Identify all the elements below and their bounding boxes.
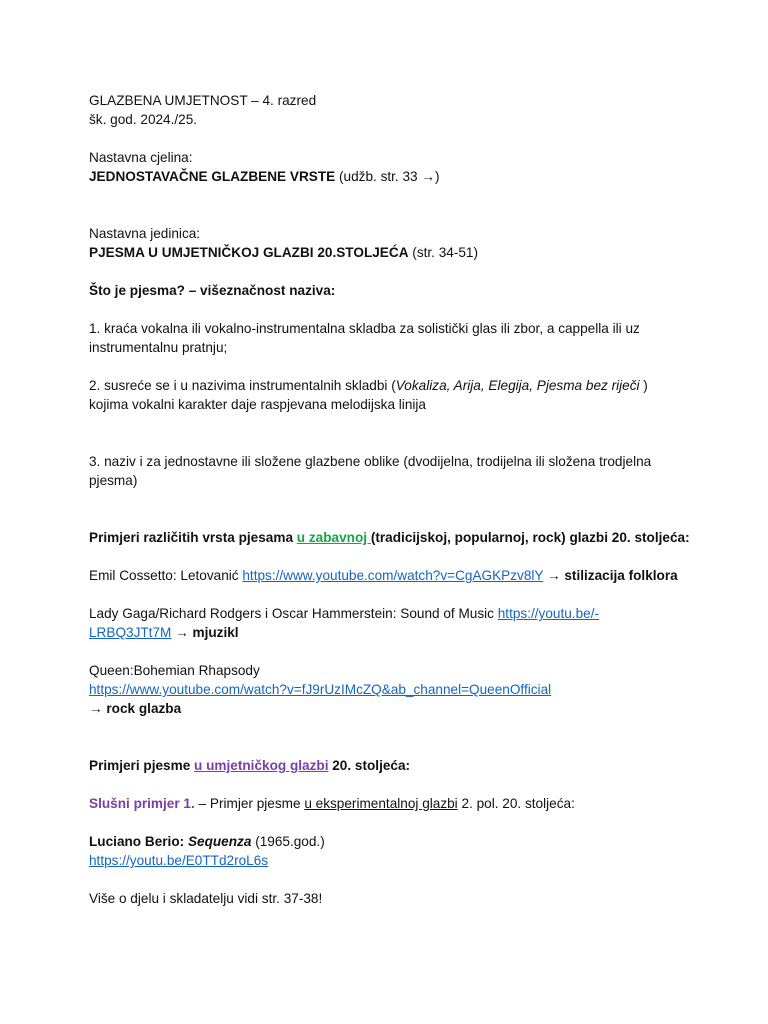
example-sound-of-music-line-2: LRBQ3JTt7M → mjuzikl	[89, 625, 239, 640]
example-cossetto: Emil Cossetto: Letovanić https://www.youtube.com/watch?v=CgAGKPzv8lY → stilizacija folklora	[89, 568, 678, 583]
subject-line: GLAZBENA UMJETNOST – 4. razred	[89, 93, 317, 108]
sound-of-music-link-cont[interactable]: LRBQ3JTt7M	[89, 625, 172, 640]
cossetto-youtube-link[interactable]: https://www.youtube.com/watch?v=CgAGKPzv8lY	[242, 568, 544, 583]
popular-genre-link[interactable]: u zabavnoj	[296, 530, 371, 545]
point-3-line-2: pjesma)	[89, 473, 138, 488]
popular-heading: Primjeri različitih vrsta pjesama u zabavnoj (tradicijskoj, popularnoj, rock) glazbi 20. stoljeća:	[89, 530, 690, 545]
berio-link-line	[89, 851, 268, 870]
point-1-line-2: instrumentalnu pratnju;	[89, 340, 228, 355]
example-queen-genre: → rock glazba	[89, 701, 182, 716]
berio-youtube-link[interactable]: https://youtu.be/E0TTd2roL6s	[89, 853, 269, 868]
composer-line: Luciano Berio: Sequenza (1965.god.)	[89, 834, 325, 849]
lesson-label: Nastavna jedinica:	[89, 226, 201, 241]
art-music-link[interactable]: u umjetničkog glazbi	[194, 758, 329, 773]
question-heading: Što je pjesma? – višeznačnost naziva:	[89, 283, 336, 298]
point-2-line-2: kojima vokalni karakter daje raspjevana melodijska linija	[89, 397, 426, 412]
art-heading: Primjeri pjesme u umjetničkog glazbi 20. stoljeća:	[89, 758, 411, 773]
listening-example-line: Slušni primjer 1. – Primjer pjesme u eksperimentalnoj glazbi 2. pol. 20. stoljeća:	[89, 796, 575, 811]
lesson-title: PJESMA U UMJETNIČKOJ GLAZBI 20.STOLJEĆA (str. 34-51)	[89, 245, 479, 260]
example-sound-of-music-line-1: Lady Gaga/Richard Rodgers i Oscar Hammerstein: Sound of Music https://youtu.be/-	[89, 606, 600, 621]
queen-youtube-link[interactable]: https://www.youtube.com/watch?v=fJ9rUzIMcZQ&ab_channel=QueenOfficial	[89, 682, 552, 697]
school-year-line: šk. god. 2024./25.	[89, 112, 198, 127]
point-2-line-1: 2. susreće se i u nazivima instrumentalnih skladbi (Vokaliza, Arija, Elegija, Pjesma bez riječi )	[89, 378, 648, 393]
unit-title: JEDNOSTAVAČNE GLAZBENE VRSTE (udžb. str. 33 →)	[89, 169, 440, 184]
more-info-line: Više o djelu i skladatelju vidi str. 37-38!	[89, 891, 323, 906]
sound-of-music-link[interactable]: https://youtu.be/-	[497, 606, 600, 621]
unit-label: Nastavna cjelina:	[89, 150, 193, 165]
example-queen-link-line	[89, 680, 551, 699]
example-queen-title: Queen:Bohemian Rhapsody	[89, 663, 260, 678]
point-3-line-1: 3. naziv i za jednostavne ili složene glazbene oblike (dvodijelna, trodijelna ili složena trodjelna	[89, 454, 652, 469]
point-1-line-1: 1. kraća vokalna ili vokalno-instrumentalna skladba za solistički glas ili zbor, a cappella ili uz	[89, 321, 640, 336]
